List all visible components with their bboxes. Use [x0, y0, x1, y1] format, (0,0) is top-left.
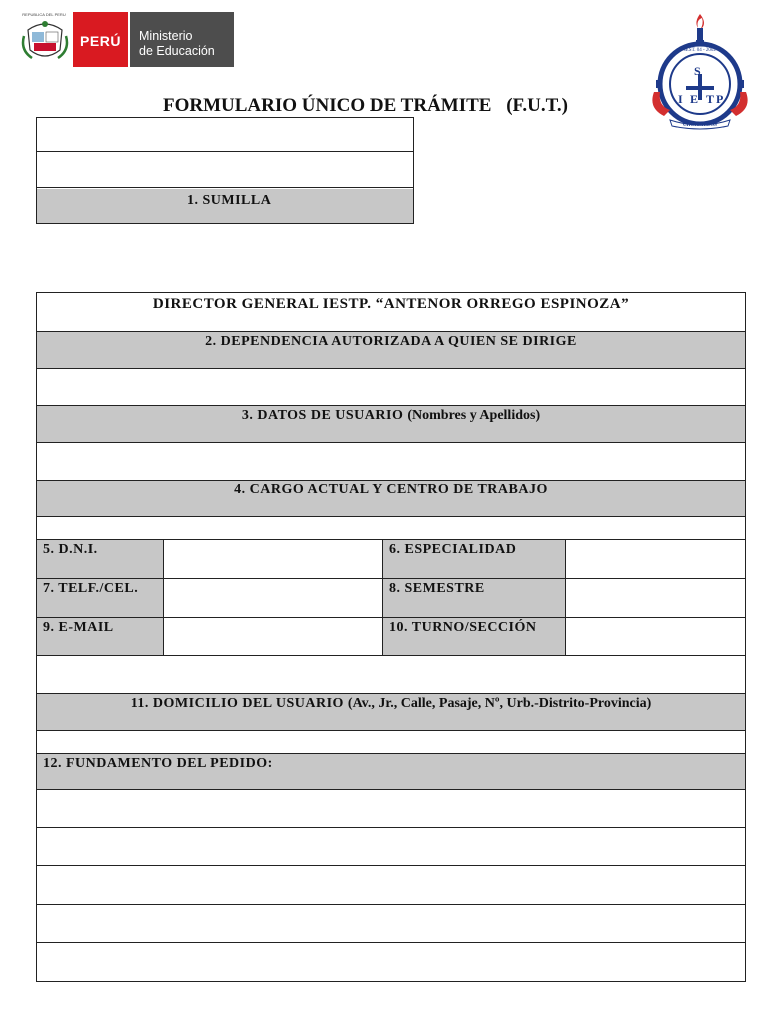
section-3-header	[37, 406, 745, 442]
section-12-line-1[interactable]	[37, 790, 745, 827]
section-3-label: 3. DATOS DE USUARIO	[241, 408, 404, 423]
ministry-line2: de Educación	[139, 44, 215, 58]
peru-shield-logo	[20, 16, 70, 64]
section-11-header	[37, 694, 745, 730]
institute-letter-e: E	[690, 92, 699, 106]
section-2-header	[37, 332, 745, 368]
dni-label-cell	[37, 540, 163, 578]
telf-label: 7. TELF./CEL.	[43, 581, 139, 596]
section-4-label: 4. CARGO ACTUAL Y CENTRO DE TRABAJO	[234, 482, 548, 497]
especialidad-label: 6. ESPECIALIDAD	[389, 542, 517, 557]
section-12-line-4[interactable]	[37, 905, 745, 942]
title-main: FORMULARIO ÚNICO DE TRÁMITE	[163, 95, 492, 116]
section-11-label-wrap	[37, 697, 745, 711]
semestre-field[interactable]	[566, 579, 745, 617]
turno-field[interactable]	[566, 618, 745, 655]
peru-brand-block	[73, 12, 128, 67]
section-12-line-3[interactable]	[37, 866, 745, 904]
section-12-header	[37, 754, 745, 789]
sumilla-row-2[interactable]	[37, 153, 413, 188]
section-11-label: 11. DOMICILIO DEL USUARIO	[130, 696, 344, 711]
section-12-line-5[interactable]	[37, 943, 745, 981]
sumilla-box	[36, 117, 414, 224]
section-11-after-field[interactable]	[37, 731, 745, 753]
institute-letter-p: P	[716, 92, 724, 106]
main-form	[36, 292, 746, 982]
section-3-hint: (Nombres y Apellidos)	[407, 408, 541, 423]
institute-letter-s: S	[694, 64, 701, 78]
shield-caption: REPUBLICA DEL PERU	[22, 12, 66, 17]
section-3-field[interactable]	[37, 443, 745, 480]
dni-field[interactable]	[164, 540, 382, 578]
especialidad-label-cell	[383, 540, 565, 578]
institute-letter-i: I	[678, 92, 683, 106]
section-4-header	[37, 481, 745, 516]
page-title	[163, 95, 568, 117]
institute-logo	[650, 12, 750, 130]
semestre-label: 8. SEMESTRE	[389, 581, 485, 596]
section-4-field[interactable]	[37, 517, 745, 539]
section-3-label-wrap	[37, 409, 745, 423]
email-label-cell	[37, 618, 163, 655]
institute-ring-text: IEST. 04 - 2002	[684, 48, 716, 53]
section-11-hint: (Av., Jr., Calle, Pasaje, Nº, Urb.-Distrito-Provincia)	[347, 696, 652, 711]
title-abbr: (F.U.T.)	[506, 95, 568, 116]
turno-label: 10. TURNO/SECCIÓN	[389, 620, 537, 635]
semestre-label-cell	[383, 579, 565, 617]
telf-label-cell	[37, 579, 163, 617]
section-12-label: 12. FUNDAMENTO DEL PEDIDO:	[43, 756, 273, 771]
ministry-block	[130, 12, 234, 67]
section-2-label: 2. DEPENDENCIA AUTORIZADA A QUIEN SE DIRIGE	[205, 334, 577, 349]
institute-letter-t: T	[706, 92, 715, 106]
telf-field[interactable]	[164, 579, 382, 617]
email-field[interactable]	[164, 618, 382, 655]
sumilla-label: 1. SUMILLA	[187, 193, 272, 208]
sumilla-header	[37, 189, 413, 223]
institute-bottom-text: CHORRILLOS	[683, 123, 717, 128]
especialidad-field[interactable]	[566, 540, 745, 578]
ministry-line1: Ministerio	[139, 29, 193, 43]
peru-label: PERÚ	[80, 33, 121, 49]
section-2-field[interactable]	[37, 369, 745, 405]
email-label: 9. E-MAIL	[43, 620, 114, 635]
dni-label: 5. D.N.I.	[43, 542, 98, 557]
section-11-field[interactable]	[37, 656, 745, 693]
recipient-text: DIRECTOR GENERAL IESTP. “ANTENOR ORREGO ESPINOZA”	[152, 296, 630, 312]
section-12-line-2[interactable]	[37, 828, 745, 865]
peru-coat-of-arms-icon	[20, 16, 70, 64]
turno-label-cell	[383, 618, 565, 655]
sumilla-row-1[interactable]	[37, 118, 413, 152]
